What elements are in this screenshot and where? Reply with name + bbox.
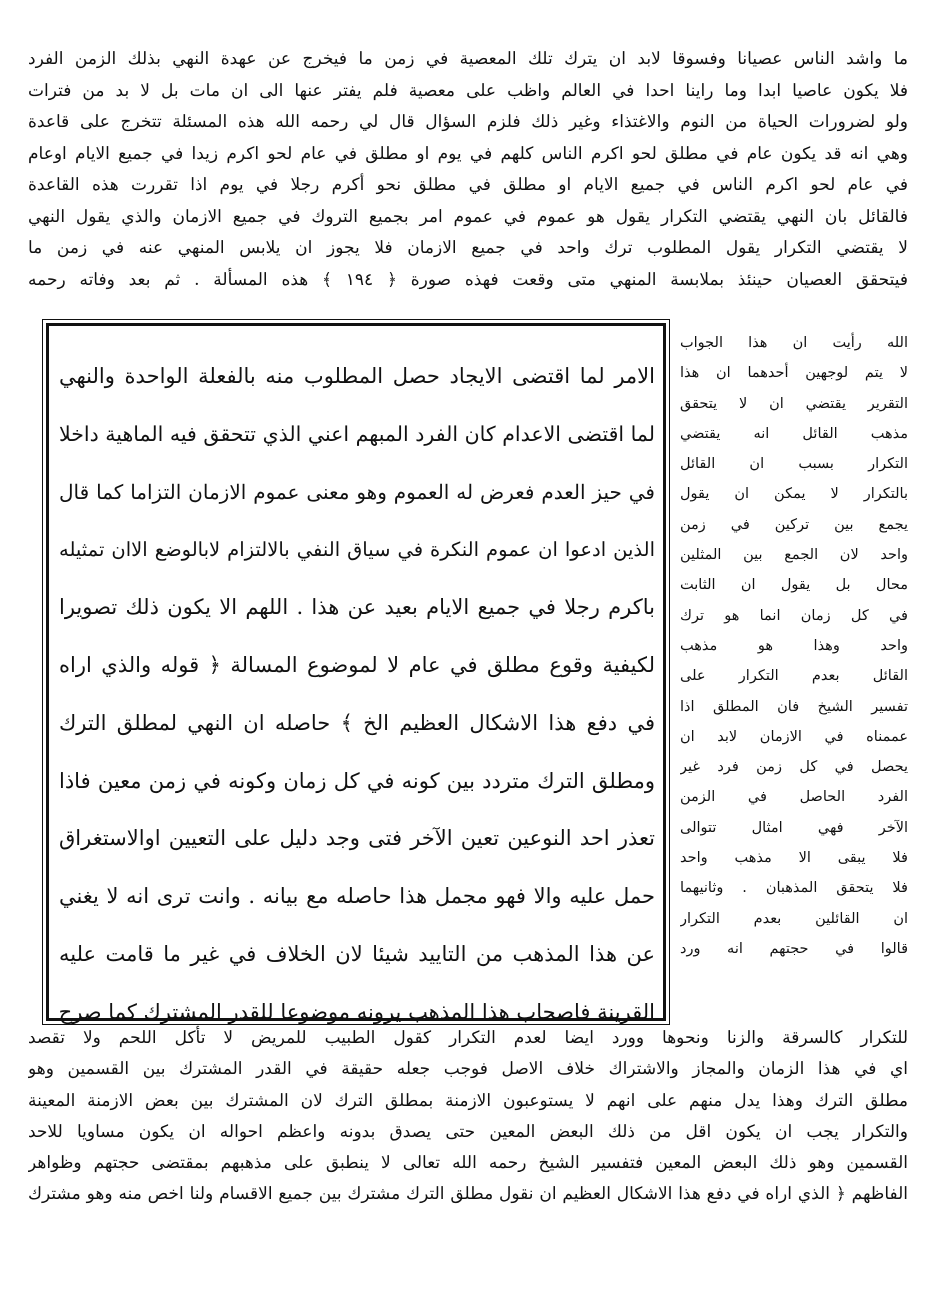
margin-line: قالوا في حجتهم انه ورد	[680, 940, 908, 957]
margin-line: الآخر فهي امثال تتوالى	[680, 819, 908, 836]
box-line: ومطلق الترك متردد بين كونه في كل زمان وكونه في زمن معين فاذا	[59, 768, 655, 793]
box-line: في حيز العدم فعرض له العموم وهو معنى عموم الازمان التزاما كما قال	[59, 479, 655, 504]
text-line: ولو لضرورات الحياة من النوم والاغتذاء وغير ذلك فلزم السؤال قال لي رحمه الله هذه المسئلة تتخرج على قاعدة	[28, 112, 908, 132]
text-line: والتكرار يجب ان يكون اقل من ذلك البعض المعين حتى يصدق بدونه واعظم احواله ان يكون مساويا للاحد	[28, 1121, 908, 1142]
main-text-bottom	[28, 1023, 908, 1211]
margin-line: فلا يتحقق المذهبان . وثانيهما	[680, 880, 908, 897]
margin-line: عممناه في الازمان لابد ان	[680, 728, 908, 745]
margin-line: تفسير الشيخ فان المطلق اذا	[680, 698, 908, 715]
box-line: باكرم رجلا في جميع الايام بعيد عن هذا . اللهم الا يكون ذلك تصويرا	[59, 595, 655, 620]
margin-line: واحد وهذا هو مذهب	[680, 637, 908, 654]
text-line: فيتحقق العصيان حينئذ بملابسة المنهي متى وقعت فهذه صورة ﴿ ١٩٤ ﴾ هذه المسألة . ثم بعد وفاته رحمه	[28, 269, 908, 290]
box-line: تعذر احد النوعين تعين الآخر فتى وجد دليل على التعيين اوالاستغراق	[59, 826, 655, 851]
margin-line: القائل بعدم التكرار على	[680, 668, 908, 685]
box-line: لما اقتضى الاعدام كان الفرد المبهم اعني الذي تتحقق فيه الماهية داخلا	[59, 421, 655, 446]
margin-line: يحصل في كل زمن فرد غير	[680, 759, 908, 776]
text-line: اي في هذا الزمان والمجاز والاشتراك خلاف الاصل فوجب جعله حقيقة في القدر المشترك بين القسمين وهو	[28, 1059, 908, 1080]
text-line: فلا يكون عاصيا ابدا وما راينا احدا في العالم واظب على معصية فلم يفتر عنها الى ان مات بل لا بد من فترات	[28, 80, 908, 101]
margin-line: في كل زمان انما هو ترك	[680, 607, 908, 624]
text-line: وهي انه قد يكون عام في مطلق لحو اكرم الناس كلهم في يوم او مطلق في عام لحو اكرم زيدا في جميع الايام اوعام	[28, 143, 908, 164]
margin-line: مذهب القائل انه يقتضي	[680, 425, 908, 442]
margin-line: واحد لان الجمع بين المثلين	[680, 547, 908, 564]
margin-line: لا يتم لوجهين أحدهما ان هذا	[680, 365, 908, 382]
box-line: حمل عليه والا فهو مجمل هذا حاصله مع بيانه . وانت ترى انه لا يغني	[59, 884, 655, 909]
box-line: عن هذا المذهب من التاييد شيئا لان الخلاف في غير ما قامت عليه	[59, 941, 655, 966]
boxed-commentary	[46, 323, 666, 1024]
text-line: الفاظهم ﴿ الذي اراه في دفع هذا الاشكال العظيم ان نقول مطلق الترك مشترك بين جميع الاقسام ولنا اخص منه وهو مشترك	[28, 1184, 908, 1205]
text-line: فالقائل بان النهي يقتضي التكرار يقول هو عموم في عموم امر بجميع التروك في جميع الازمان والذي يقول النهي	[28, 206, 908, 227]
main-text-top	[28, 44, 908, 296]
margin-line: يجمع بين تركين في زمن	[680, 516, 908, 533]
box-line: لكيفية وقوع مطلق في عام لا لموضوع المسالة ﴿ قوله والذي اراه	[59, 652, 655, 677]
margin-line: التكرار بسبب ان القائل	[680, 456, 908, 473]
text-line: القسمين وهو ذلك البعض المعين فتفسير الشيخ رحمه الله تعالى لا ينطبق على مذهبهم بمقتضى حجتهم وظواهر	[28, 1153, 908, 1174]
text-line: ما واشد الناس عصيانا وفسوقا لابد ان يترك تلك المعصية في زمن ما فيخرج عن عهدة النهي بذلك الزمن الفرد	[28, 49, 908, 69]
box-line: في دفع هذا الاشكال العظيم الخ ﴾ حاصله ان النهي لمطلق الترك	[59, 710, 655, 735]
boxed-text	[59, 348, 655, 1042]
margin-line: التقرير يقتضي ان لا يتحقق	[680, 395, 908, 412]
text-line: للتكرار كالسرقة والزنا ونحوها وورد ايضا لعدم التكرار كقول الطبيب للمريض لا تأكل اللحم ولا تقصد	[28, 1028, 908, 1048]
margin-line: الفرد الحاصل في الزمن	[680, 789, 908, 806]
box-line: الامر لما اقتضى الايجاد حصل المطلوب منه بالفعلة الواحدة والنهي	[59, 364, 655, 388]
margin-commentary	[680, 328, 908, 964]
margin-line: فلا يبقى الا مذهب واحد	[680, 850, 908, 867]
text-line: لا يقتضي التكرار يقول المطلوب ترك واحد في جميع الازمان فلا يجوز ان يلابس المنهي عنه في زمن ما	[28, 238, 908, 258]
box-line: القرينة فاصحاب هذا المذهب يرونه موضوعا للقدر المشترك كما صرح	[59, 999, 655, 1024]
margin-line: بالتكرار لا يمكن ان يقول	[680, 486, 908, 503]
margin-line: الله رأيت ان هذا الجواب	[680, 335, 908, 351]
margin-line: محال بل يقول ان الثابت	[680, 577, 908, 594]
text-line: في عام لحو اكرم الناس في جميع الايام او مطلق في مطلق نحو أكرم رجلا في يوم اذا تقررت هذه القاعدة	[28, 175, 908, 195]
text-line: مطلق الترك وهذا يدل منهم على انهم لا يستوعبون الازمنة بمطلق الترك لان المشترك بين بعض الازمنة المعينة	[28, 1090, 908, 1111]
margin-line: ان القائلين بعدم التكرار	[680, 910, 908, 927]
box-line: الذين ادعوا ان عموم النكرة في سياق النفي بالالتزام لابالوضع الاان تمثيله	[59, 538, 655, 562]
